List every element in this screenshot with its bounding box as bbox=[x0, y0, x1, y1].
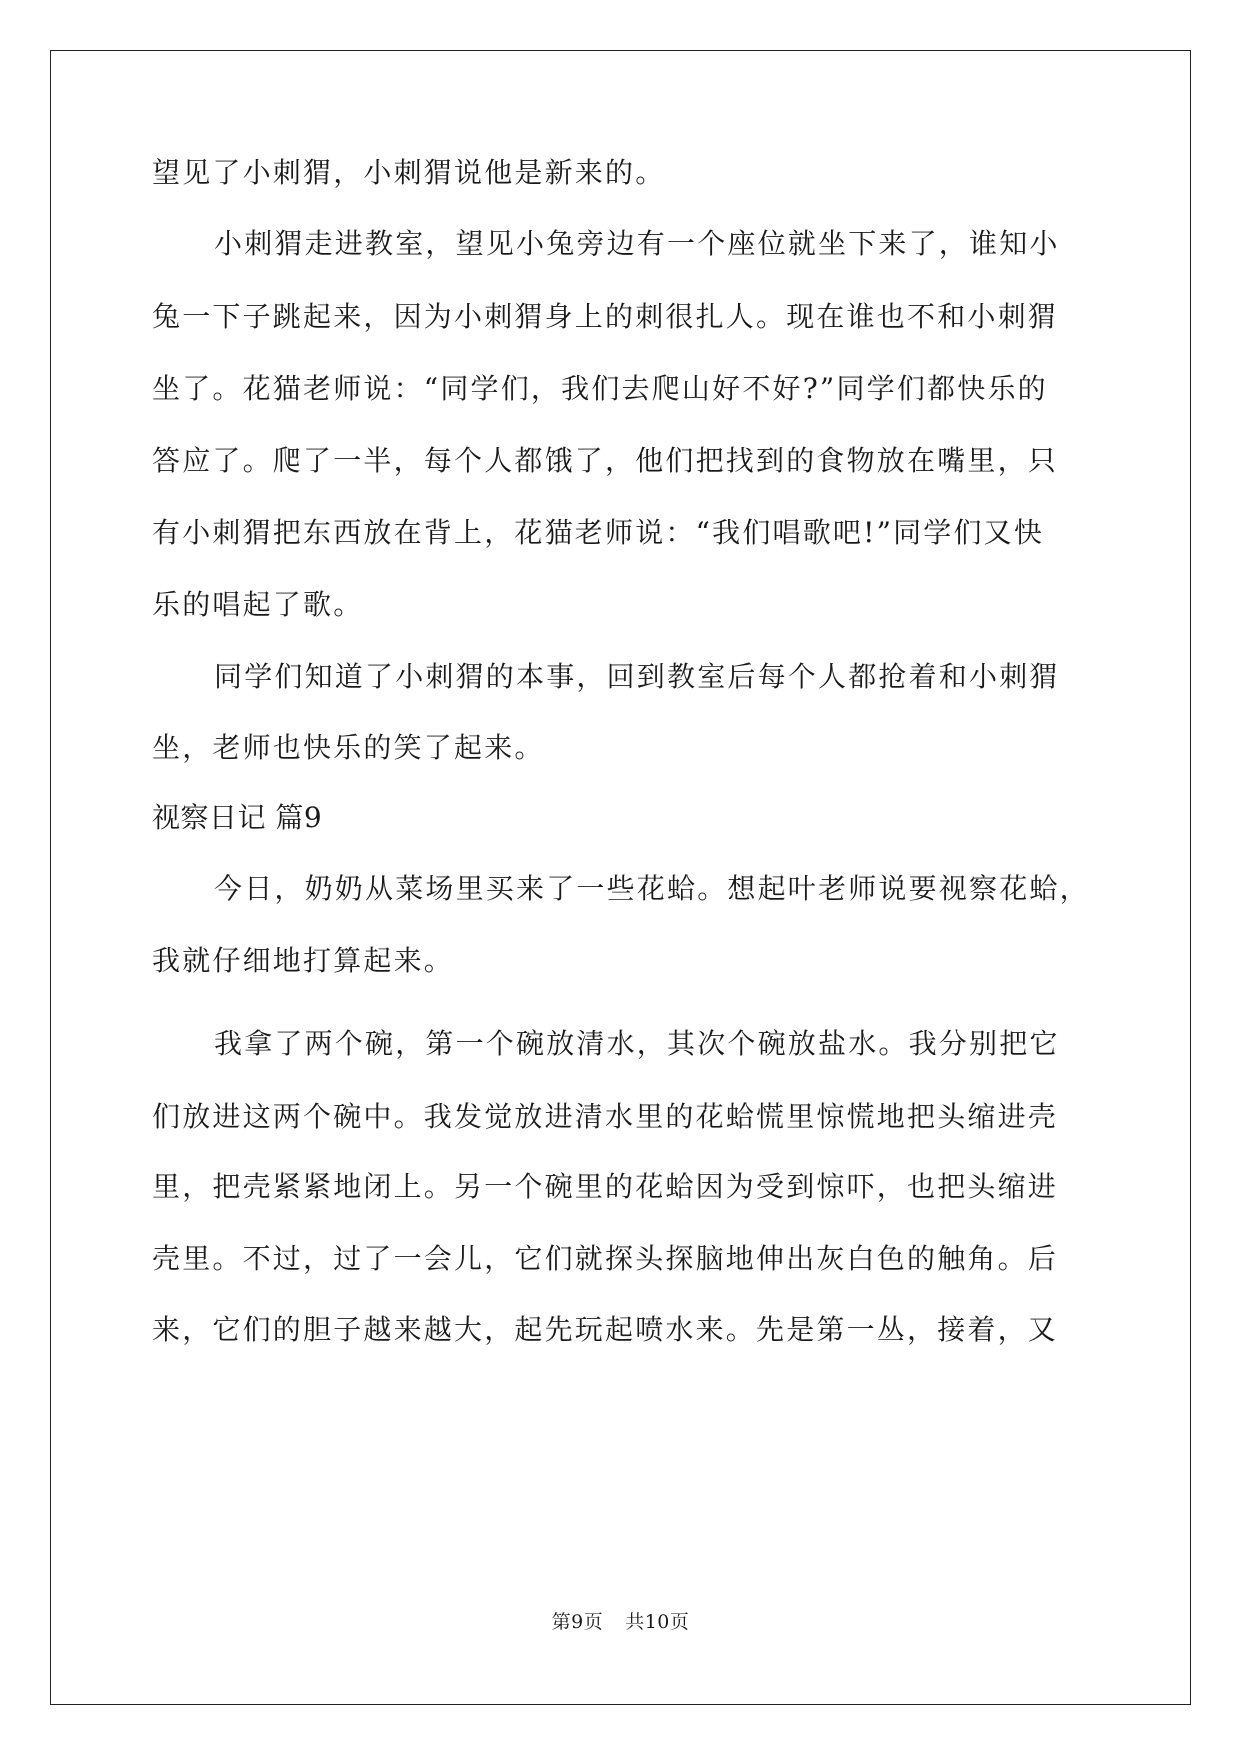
text-line: 兔一下子跳起来，因为小刺猬身上的刺很扎人。现在谁也不和小刺猬 bbox=[152, 300, 1059, 333]
page-footer bbox=[0, 1610, 1241, 1634]
text-line: 坐了。花猫老师说：“同学们，我们去爬山好不好?”同学们都快乐的 bbox=[152, 372, 1048, 405]
text-line: 里，把壳紧紧地闭上。另一个碗里的花蛤因为受到惊吓，也把头缩进 bbox=[152, 1170, 1059, 1203]
paragraph-start: 同学们知道了小刺猬的本事，回到教室后每个人都抢着和小刺猬 bbox=[214, 660, 1060, 693]
page-number: 第9页 bbox=[551, 1611, 604, 1633]
text-line: 乐的唱起了歌。 bbox=[152, 588, 364, 621]
text-line: 望见了小刺猬，小刺猬说他是新来的。 bbox=[152, 156, 666, 189]
page-total: 共10页 bbox=[625, 1611, 690, 1633]
text-line: 有小刺猬把东西放在背上，花猫老师说：“我们唱歌吧!”同学们又快 bbox=[152, 516, 1045, 549]
text-line: 我就仔细地打算起来。 bbox=[152, 944, 455, 977]
text-line: 坐，老师也快乐的笑了起来。 bbox=[152, 731, 545, 764]
section-heading: 视察日记 篇9 bbox=[152, 801, 323, 834]
text-line: 答应了。爬了一半，每个人都饿了，他们把找到的食物放在嘴里，只 bbox=[152, 444, 1059, 477]
text-line: 们放进这两个碗中。我发觉放进清水里的花蛤慌里惊慌地把头缩进壳 bbox=[152, 1100, 1059, 1133]
paragraph-start: 小刺猬走进教室，望见小兔旁边有一个座位就坐下来了，谁知小 bbox=[214, 227, 1060, 260]
text-line: 来，它们的胆子越来越大，起先玩起喷水来。先是第一丛，接着，又 bbox=[152, 1313, 1059, 1346]
paragraph-start: 今日，奶奶从菜场里买来了一些花蛤。想起叶老师说要视察花蛤， bbox=[214, 872, 1090, 905]
paragraph-start: 我拿了两个碗，第一个碗放清水，其次个碗放盐水。我分别把它 bbox=[214, 1027, 1060, 1060]
text-line: 壳里。不过，过了一会儿，它们就探头探脑地伸出灰白色的触角。后 bbox=[152, 1242, 1059, 1275]
